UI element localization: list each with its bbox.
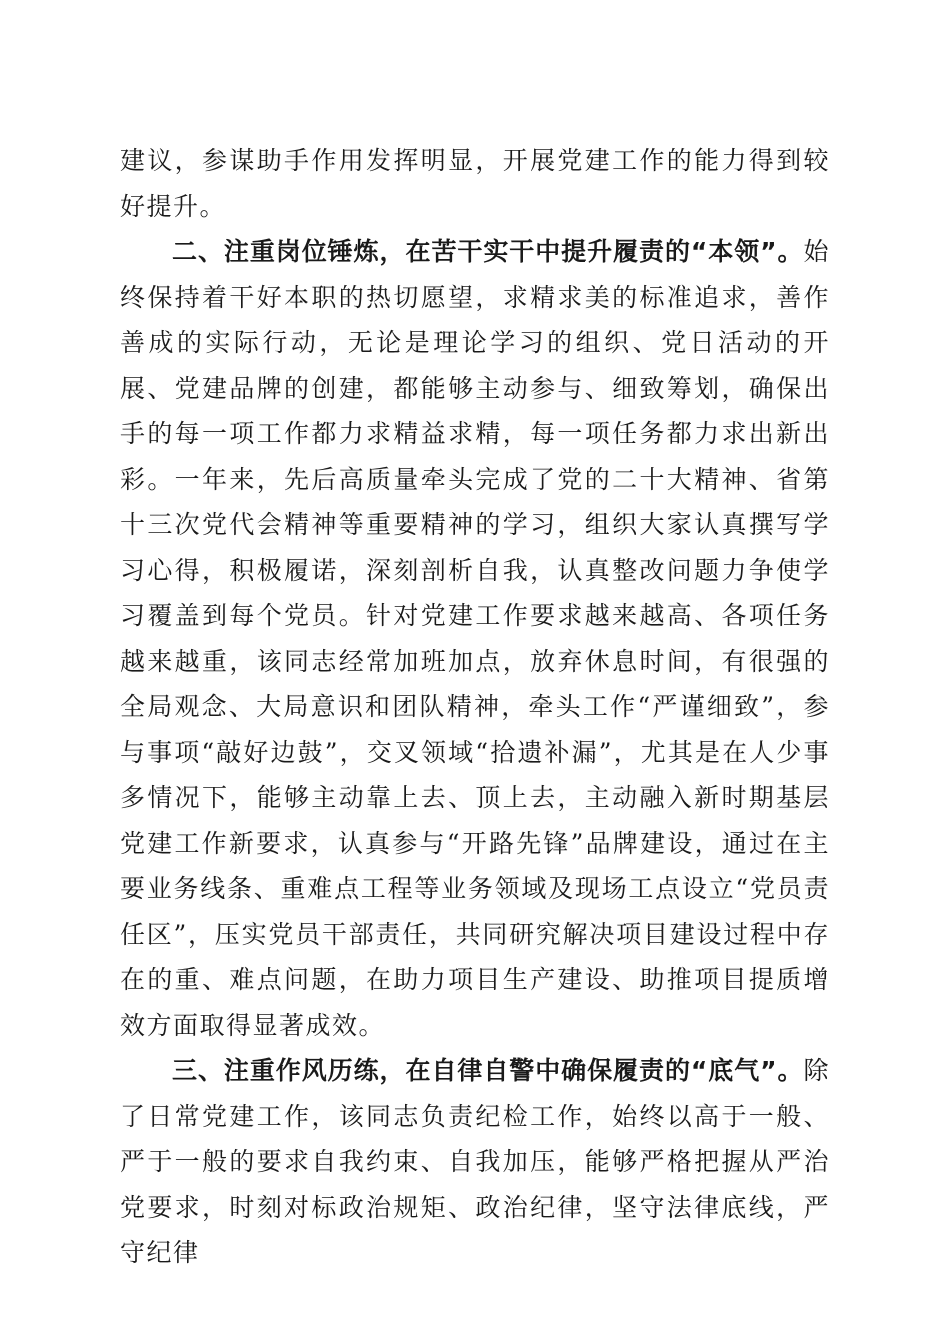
paragraph-body: 建议，参谋助手作用发挥明显，开展党建工作的能力得到较好提升。: [120, 146, 830, 221]
document-page: [120, 138, 830, 1276]
paragraph-section-3: [120, 1048, 830, 1276]
paragraph-section-2: [120, 229, 830, 1048]
section-heading: 三、注重作风历练，在自律自警中确保履责的“底气”。: [172, 1056, 804, 1085]
paragraph-body: 除了日常党建工作，该同志负责纪检工作，始终以高于一般、严于一般的要求自我约束、自我加压，能够严格把握从严治党要求，时刻对标政治规矩、政治纪律，坚守法律底线，严守纪律: [120, 1056, 830, 1267]
paragraph-body: 始终保持着干好本职的热切愿望，求精求美的标准追求，善作善成的实际行动，无论是理论学习的组织、党日活动的开展、党建品牌的创建，都能够主动参与、细致筹划，确保出手的每一项工作都力求精益求精，每一项任务都力求出新出彩。一年来，先后高质量牵头完成了党的二十大精神、省第十三次党代会精神等重要精神的学习，组织大家认真撰写学习心得，积极履诺，深刻剖析自我，认真整改问题力争使学习覆盖到每个党员。针对党建工作要求越来越高、各项任务越来越重，该同志经常加班加点，放弃休息时间，有很强的全局观念、大局意识和团队精神，牵头工作“严谨细致”，参与事项“敲好边鼓”，交叉领域“拾遗补漏”，尤其是在人少事多情况下，能够主动靠上去、顶上去，主动融入新时期基层党建工作新要求，认真参与“开路先锋”品牌建设，通过在主要业务线条、重难点工程等业务领域及现场工点设立“党员责任区”，压实党员干部责任，共同研究解决项目建设过程中存在的重、难点问题，在助力项目生产建设、助推项目提质增效方面取得显著成效。: [120, 237, 830, 1040]
paragraph-continuation: [120, 138, 830, 229]
section-heading: 二、注重岗位锤炼，在苦干实干中提升履责的“本领”。: [172, 237, 804, 266]
